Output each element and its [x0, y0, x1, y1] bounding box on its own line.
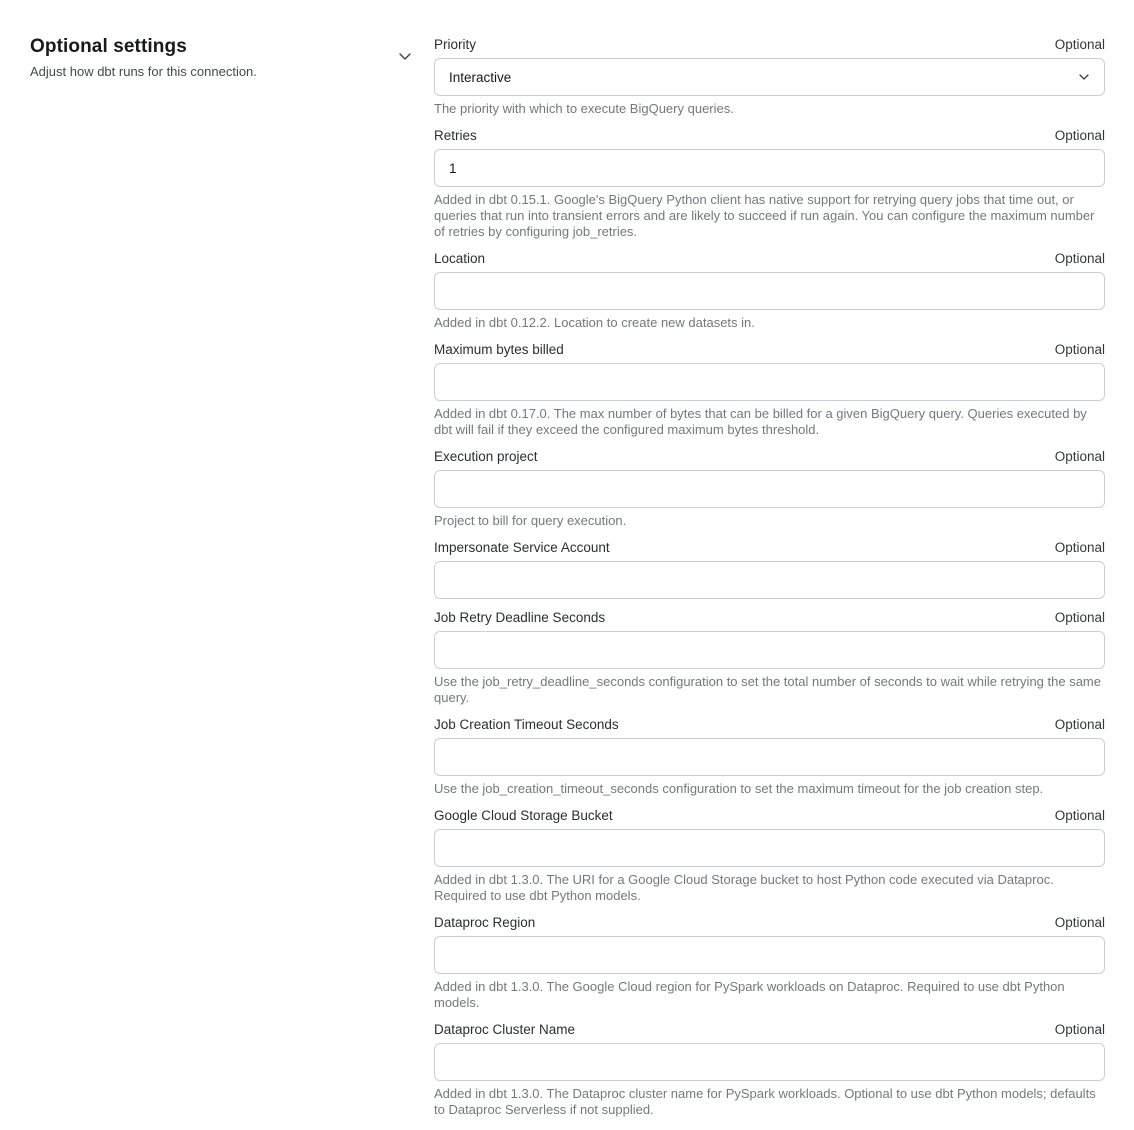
field-label: Retries: [434, 128, 477, 143]
field-label: Maximum bytes billed: [434, 342, 564, 357]
field-label: Dataproc Cluster Name: [434, 1022, 576, 1037]
field-header: [434, 609, 1105, 626]
field-helper: Added in dbt 1.3.0. The URI for a Google Cloud Storage bucket to host Python code executed via Dataproc. Required to use dbt Python models.: [434, 872, 1054, 903]
text-input[interactable]: [434, 829, 1105, 867]
text-input[interactable]: [434, 149, 1105, 187]
page-title: Optional settings: [30, 36, 187, 57]
field-helper: Use the job_creation_timeout_seconds configuration to set the maximum timeout for the job creation step.: [434, 781, 1044, 796]
field-label: Impersonate Service Account: [434, 540, 610, 555]
optional-badge: Optional: [1054, 449, 1105, 464]
form-field: [434, 341, 1105, 438]
field-header: [434, 36, 1105, 53]
optional-badge: Optional: [1054, 610, 1105, 625]
field-label: Google Cloud Storage Bucket: [434, 808, 613, 823]
optional-badge: Optional: [1054, 37, 1105, 52]
text-input[interactable]: [434, 561, 1105, 599]
field-helper: The priority with which to execute BigQuery queries.: [434, 101, 734, 116]
form-field: [434, 448, 1105, 529]
field-label: Job Creation Timeout Seconds: [434, 717, 619, 732]
field-helper: Added in dbt 1.3.0. The Google Cloud region for PySpark workloads on Dataproc. Required to use dbt Python models.: [434, 979, 1065, 1010]
section-header: [30, 35, 380, 80]
text-input[interactable]: [434, 631, 1105, 669]
field-helper: Added in dbt 1.3.0. The Dataproc cluster name for PySpark workloads. Optional to use dbt Python models; defaults to Dataproc Serverless if not supplied.: [434, 1086, 1096, 1117]
optional-badge: Optional: [1054, 342, 1105, 357]
field-label: Priority: [434, 37, 477, 52]
form-field: [434, 807, 1105, 904]
select-value: Interactive: [449, 69, 512, 85]
form-field: [434, 716, 1105, 797]
field-helper: Added in dbt 0.15.1. Google's BigQuery Python client has native support for retrying query jobs that time out, or queries that run into transient errors and are likely to succeed if run again. You can configure the maximum number of retries by configuring job_retries.: [434, 192, 1095, 239]
field-label: Job Retry Deadline Seconds: [434, 610, 606, 625]
optional-badge: Optional: [1054, 915, 1105, 930]
field-header: [434, 807, 1105, 824]
field-header: [434, 341, 1105, 358]
form-field: [434, 127, 1105, 240]
section-description: Adjust how dbt runs for this connection.: [30, 64, 257, 79]
optional-badge: Optional: [1054, 717, 1105, 732]
optional-badge: Optional: [1054, 1022, 1105, 1037]
field-header: [434, 250, 1105, 267]
form-field: [434, 609, 1105, 706]
field-helper: Use the job_retry_deadline_seconds configuration to set the total number of seconds to wait while retrying the same query.: [434, 674, 1101, 705]
field-label: Execution project: [434, 449, 538, 464]
chevron-down-icon: [398, 49, 412, 64]
form-field: [434, 914, 1105, 1011]
field-header: [434, 914, 1105, 931]
field-header: [434, 448, 1105, 465]
section-collapse-button[interactable]: [396, 47, 414, 65]
form-field: [434, 1021, 1105, 1118]
field-header: [434, 716, 1105, 733]
field-label: Dataproc Region: [434, 915, 536, 930]
form-field: [434, 539, 1105, 599]
text-input[interactable]: [434, 363, 1105, 401]
field-header: [434, 127, 1105, 144]
field-header: [434, 1021, 1105, 1038]
text-input[interactable]: [434, 1043, 1105, 1081]
optional-badge: Optional: [1054, 251, 1105, 266]
form-field: [434, 36, 1105, 117]
text-input[interactable]: [434, 470, 1105, 508]
field-helper: Project to bill for query execution.: [434, 513, 627, 528]
field-label: Location: [434, 251, 486, 266]
text-input[interactable]: [434, 936, 1105, 974]
field-header: [434, 539, 1105, 556]
field-helper: Added in dbt 0.17.0. The max number of bytes that can be billed for a given BigQuery query. Queries executed by dbt will fail if they exceed the configured maximum bytes threshold.: [434, 406, 1087, 437]
text-input[interactable]: [434, 738, 1105, 776]
optional-badge: Optional: [1054, 540, 1105, 555]
text-input[interactable]: [434, 272, 1105, 310]
optional-settings-form: [434, 36, 1105, 1128]
select-control[interactable]: [434, 58, 1105, 96]
chevron-down-icon: [1078, 73, 1090, 81]
optional-badge: Optional: [1054, 808, 1105, 823]
field-helper: Added in dbt 0.12.2. Location to create new datasets in.: [434, 315, 755, 330]
form-field: [434, 250, 1105, 331]
optional-badge: Optional: [1054, 128, 1105, 143]
